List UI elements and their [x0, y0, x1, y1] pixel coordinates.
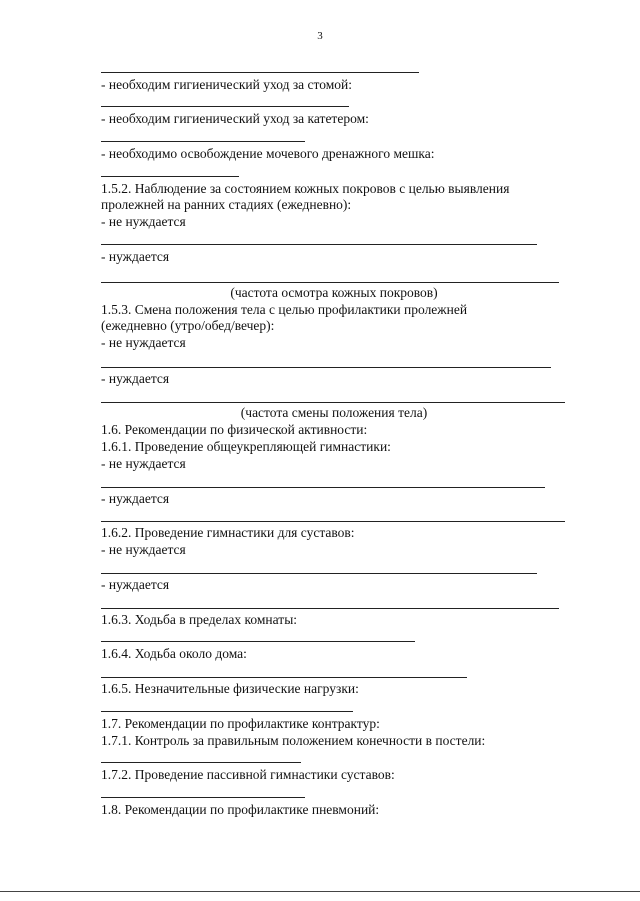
text-line: - нуждается	[101, 577, 170, 592]
text-line: 1.8. Рекомендации по профилактике пневмоний:	[101, 802, 380, 817]
text-line: 1.7. Рекомендации по профилактике контрактур:	[101, 716, 380, 731]
blank-line	[101, 641, 415, 642]
text-line: 1.6.2. Проведение гимнастики для суставов:	[101, 525, 355, 540]
caption: (частота осмотра кожных покровов)	[230, 285, 438, 300]
text-line: 1.7.1. Контроль за правильным положением конечности в постели:	[101, 733, 486, 748]
text-line: 1.6. Рекомендации по физической активности:	[101, 422, 368, 437]
blank-line	[101, 573, 537, 574]
text-line: (ежедневно (утро/обед/вечер):	[101, 318, 275, 333]
blank-line	[101, 521, 565, 522]
blank-line	[101, 106, 349, 107]
text-line: - необходим гигиенический уход за стомой:	[101, 77, 353, 92]
blank-line	[101, 608, 559, 609]
text-line: - необходим гигиенический уход за катетером:	[101, 111, 369, 126]
text-line: - не нуждается	[101, 335, 186, 350]
text-line: 1.6.1. Проведение общеукрепляющей гимнастики:	[101, 439, 391, 454]
blank-line	[101, 244, 537, 245]
text-line: - необходимо освобождение мочевого дренажного мешка:	[101, 146, 435, 161]
text-line: - нуждается	[101, 491, 170, 506]
text-line: - не нуждается	[101, 214, 186, 229]
blank-line	[101, 677, 467, 678]
text-line: - нуждается	[101, 371, 170, 386]
blank-line	[101, 72, 419, 73]
blank-line	[101, 176, 239, 177]
text-line: 1.5.3. Смена положения тела с целью профилактики пролежней	[101, 302, 468, 317]
blank-line	[101, 282, 559, 283]
text-line: 1.7.2. Проведение пассивной гимнастики суставов:	[101, 767, 395, 782]
blank-line	[101, 487, 545, 488]
text-line: - нуждается	[101, 249, 170, 264]
blank-line	[101, 711, 353, 712]
blank-line	[101, 797, 305, 798]
text-line: 1.6.4. Ходьба около дома:	[101, 646, 247, 661]
text-line: 1.5.2. Наблюдение за состоянием кожных покровов с целью выявления	[101, 181, 510, 196]
blank-line	[101, 367, 551, 368]
page-number: 3	[317, 30, 323, 42]
blank-line	[101, 762, 301, 763]
blank-line	[101, 141, 305, 142]
page-bottom-edge	[0, 891, 640, 892]
text-line: - не нуждается	[101, 456, 186, 471]
text-line: 1.6.3. Ходьба в пределах комнаты:	[101, 612, 298, 627]
blank-line	[101, 402, 565, 403]
caption: (частота смены положения тела)	[240, 405, 428, 420]
text-line: 1.6.5. Незначительные физические нагрузки:	[101, 681, 359, 696]
text-line: - не нуждается	[101, 542, 186, 557]
text-line: пролежней на ранних стадиях (ежедневно):	[101, 197, 352, 212]
